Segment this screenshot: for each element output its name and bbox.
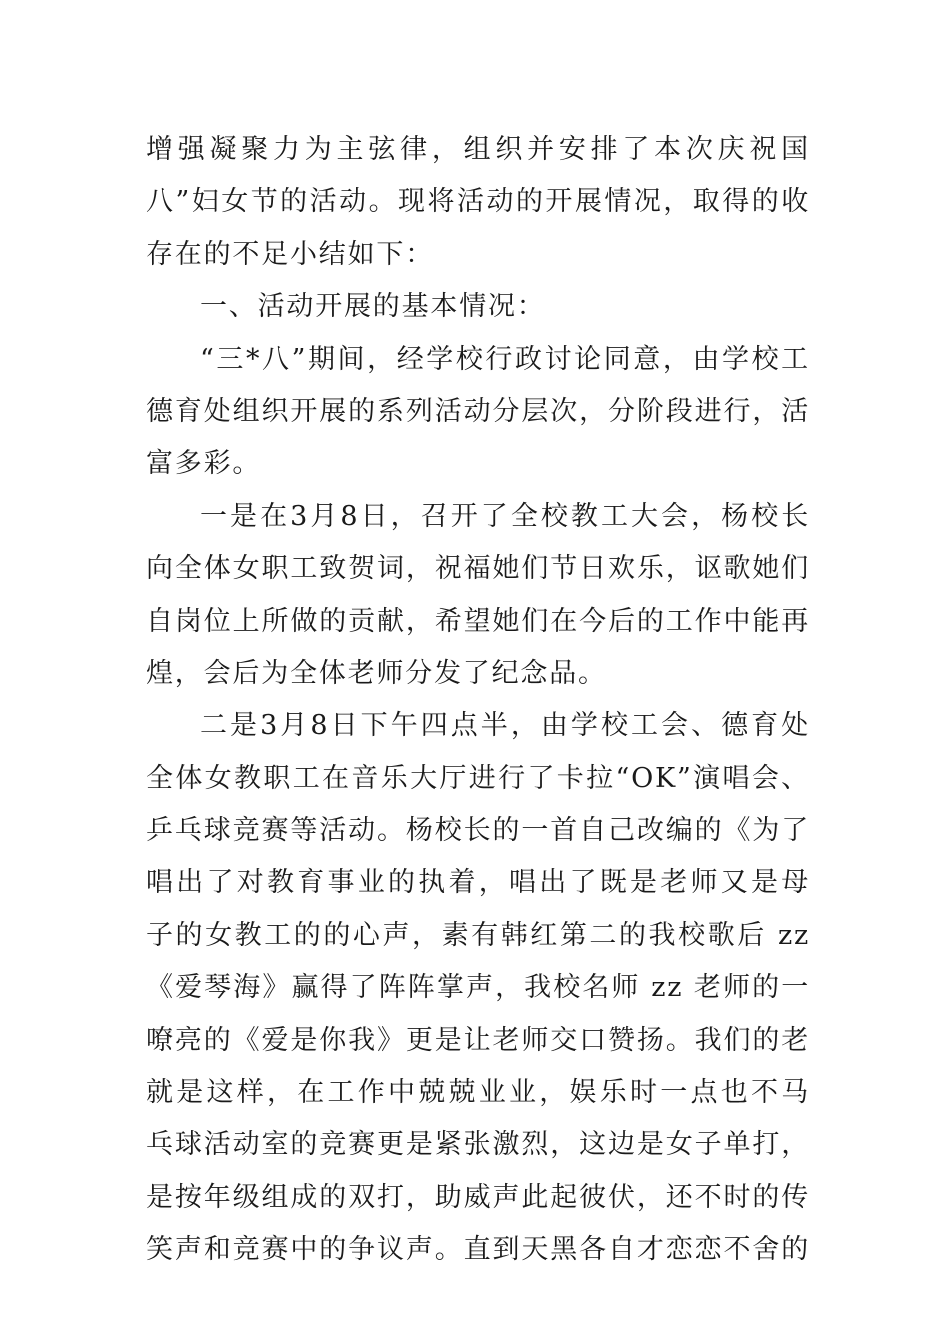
text-line: 德育处组织开展的系列活动分层次，分阶段进行，活 [146, 395, 810, 427]
text-line: 一是在3月8日，召开了全校教工大会，杨校长 [200, 500, 810, 532]
text-line: 笑声和竞赛中的争议声。直到天黑各自才恋恋不舍的 [146, 1234, 810, 1266]
section-heading: 一、活动开展的基本情况： [200, 291, 546, 323]
text-line: 嘹亮的《爱是你我》更是让老师交口赞扬。我们的老 [146, 1024, 810, 1056]
text-line: 《爱琴海》赢得了阵阵掌声，我校名师 zz 老师的一 [146, 972, 810, 1004]
text-line: 存在的不足小结如下： [146, 238, 434, 270]
text-line: 煌，会后为全体老师分发了纪念品。 [146, 657, 607, 689]
text-line: 二是3月8日下午四点半，由学校工会、德育处 [200, 710, 810, 742]
text-line: 八”妇女节的活动。现将活动的开展情况，取得的收 [146, 186, 810, 218]
text-line: 向全体女职工致贺词，祝福她们节日欢乐，讴歌她们 [146, 553, 810, 585]
text-line: 乒乓球竞赛等活动。杨校长的一首自己改编的《为了 [146, 815, 810, 847]
text-line: “三*八”期间，经学校行政讨论同意，由学校工 [200, 343, 810, 375]
text-line: 是按年级组成的双打，助威声此起彼伏，还不时的传 [146, 1181, 810, 1213]
text-line: 乓球活动室的竞赛更是紧张激烈，这边是女子单打， [146, 1129, 810, 1161]
text-line: 唱出了对教育事业的执着，唱出了既是老师又是母 [146, 867, 810, 899]
text-line: 自岗位上所做的贡献，希望她们在今后的工作中能再 [146, 605, 810, 637]
text-line: 增强凝聚力为主弦律，组织并安排了本次庆祝国 [146, 134, 810, 165]
text-line: 子的女教工的的心声，素有韩红第二的我校歌后 zz [146, 919, 810, 951]
document-body [146, 124, 810, 1277]
text-line: 富多彩。 [146, 448, 262, 480]
text-line: 全体女教职工在音乐大厅进行了卡拉“OK”演唱会、 [146, 762, 810, 794]
text-line: 就是这样，在工作中兢兢业业，娱乐时一点也不马 [146, 1077, 810, 1109]
